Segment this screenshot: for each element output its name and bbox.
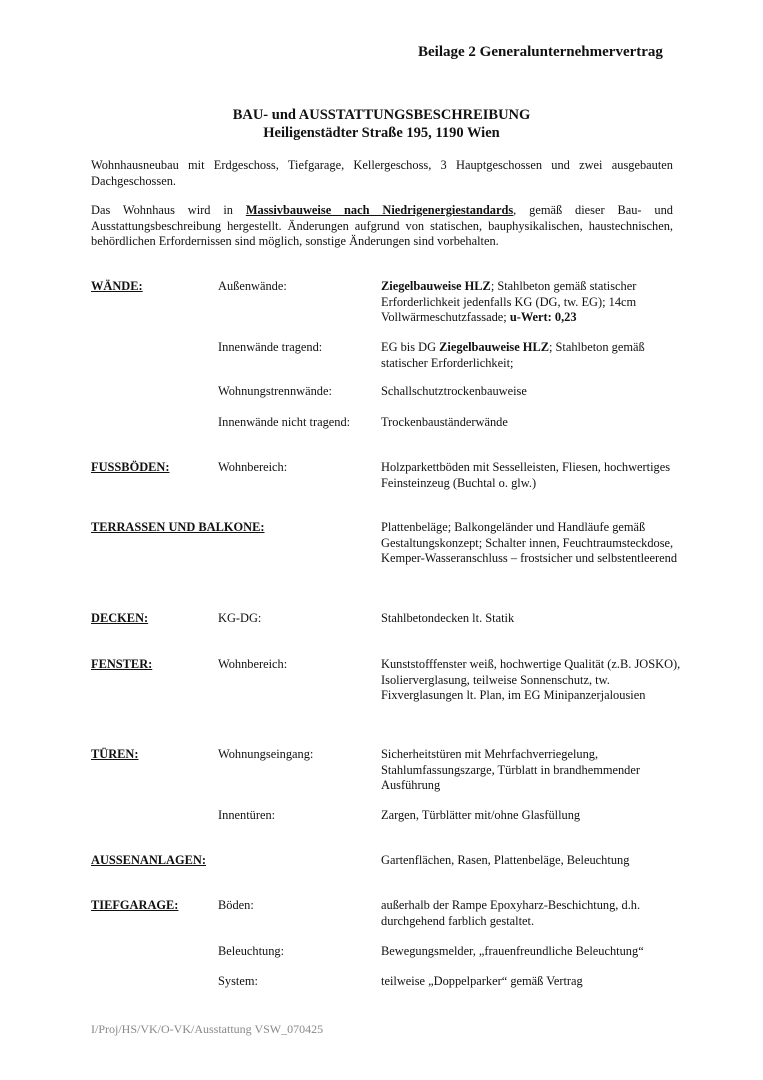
label-tiefgarage-system: System: — [218, 974, 258, 988]
intro-paragraph-2: Das Wohnhaus wird in Massivbauweise nach Niedrigenergiestandards, gemäß dieser Bau- und Ausstattungsbeschreibung hergestellt. Änderungen aufgrund von statischen, bauphysikalischen, haustechnischen, behördlichen Erfordernissen sind möglich, sonstige Änderungen sind vorbehalten. — [91, 203, 673, 248]
section-heading-waende: WÄNDE: — [91, 279, 143, 293]
text-aussenanlagen: Gartenflächen, Rasen, Plattenbeläge, Beleuchtung — [381, 853, 630, 867]
document-title: BAU- und AUSSTATTUNGSBESCHREIBUNG — [232, 107, 531, 123]
text-wohnungstrennwaende: Schallschutztrockenbauweise — [381, 384, 527, 398]
attachment-header: Beilage 2 Generalunternehmervertrag — [418, 44, 663, 60]
massivbauweise-emphasis: Massivbauweise nach Niedrigenergiestandards — [245, 203, 514, 217]
section-heading-aussenanlagen: AUSSENANLAGEN: — [91, 853, 206, 867]
text-tiefgarage-boeden: außerhalb der Rampe Epoxyharz-Beschichtung, d.h. durchgehend farblich gestaltet. — [381, 898, 641, 928]
section-heading-fussboeden: FUSSBÖDEN: — [91, 460, 170, 474]
intro-paragraph-1: Wohnhausneubau mit Erdgeschoss, Tiefgarage, Kellergeschoss, 3 Hauptgeschossen und zwei ausgebauten Dachgeschossen. — [91, 158, 673, 188]
label-fussboeden-wohnbereich: Wohnbereich: — [218, 460, 288, 474]
label-decken: KG-DG: — [218, 611, 262, 625]
section-heading-tueren: TÜREN: — [91, 747, 139, 761]
label-innenwaende-nicht-tragend: Innenwände nicht tragend: — [218, 415, 351, 429]
text-wohnungseingang: Sicherheitstüren mit Mehrfachverriegelung, Stahlumfassungszarge, Türblatt in brandhemmender Ausführung — [381, 747, 640, 792]
text-fenster: Kunststofffenster weiß, hochwertige Qualität (z.B. JOSKO), Isolierverglasung, teilweise Sonnenschutz, tw. Fixverglasungen lt. Plan, im EG Minipanzerjalousien — [381, 657, 681, 702]
document-address: Heiligenstädter Straße 195, 1190 Wien — [263, 125, 500, 141]
text-aussenwaende: Ziegelbauweise HLZ; Stahlbeton gemäß statischer Erforderlichkeit jedenfalls KG (DG, tw. EG); 14cm Vollwärmeschutzfassade; u-Wert: 0,23 — [381, 279, 637, 324]
label-innentueren: Innentüren: — [218, 808, 276, 822]
label-wohnungstrennwaende: Wohnungstrennwände: — [218, 384, 332, 398]
text-innenwaende-nicht-tragend: Trockenbauständerwände — [381, 415, 508, 429]
section-heading-tiefgarage: TIEFGARAGE: — [91, 898, 179, 912]
text-innenwaende-tragend: EG bis DG Ziegelbauweise HLZ; Stahlbeton gemäß statischer Erforderlichkeit; — [381, 340, 645, 370]
label-fenster-wohnbereich: Wohnbereich: — [218, 657, 288, 671]
label-tiefgarage-beleuchtung: Beleuchtung: — [218, 944, 285, 958]
text-tiefgarage-system: teilweise „Doppelparker“ gemäß Vertrag — [381, 974, 583, 988]
text-innentueren: Zargen, Türblätter mit/ohne Glasfüllung — [381, 808, 581, 822]
label-aussenwaende: Außenwände: — [218, 279, 287, 293]
text-fussboeden: Holzparkettböden mit Sesselleisten, Fliesen, hochwertiges Feinsteinzeug (Buchtal o. glw.) — [381, 460, 671, 490]
label-tiefgarage-boeden: Böden: — [218, 898, 254, 912]
section-heading-fenster: FENSTER: — [91, 657, 153, 671]
footer-file-path: I/Proj/HS/VK/O-VK/Ausstattung VSW_070425 — [91, 1022, 324, 1036]
text-decken: Stahlbetondecken lt. Statik — [381, 611, 515, 625]
label-innenwaende-tragend: Innenwände tragend: — [218, 340, 323, 354]
section-heading-decken: DECKEN: — [91, 611, 149, 625]
text-terrassen: Plattenbeläge; Balkongeländer und Handläufe gemäß Gestaltungskonzept; Schalter innen, Feuchtraumsteckdose, Kemper-Wasseranschluss – frostsicher und selbstentleerend — [381, 520, 678, 565]
section-heading-terrassen: TERRASSEN UND BALKONE: — [91, 520, 265, 534]
label-wohnungseingang: Wohnungseingang: — [218, 747, 314, 761]
text-tiefgarage-beleuchtung: Bewegungsmelder, „frauenfreundliche Beleuchtung“ — [381, 944, 644, 958]
